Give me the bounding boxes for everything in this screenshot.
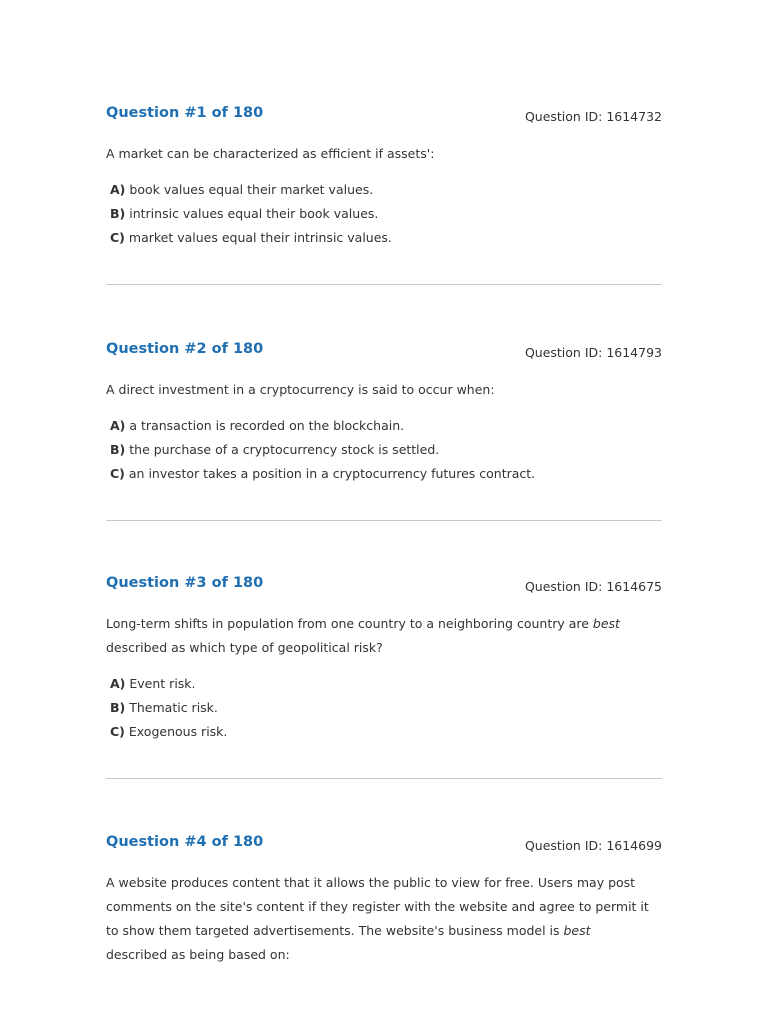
question-id-value: 1614793 xyxy=(606,345,662,360)
question-header xyxy=(106,103,662,127)
stem-text: A website produces content that it allows the public to view for free. Users may post xyxy=(106,875,636,890)
stem-line xyxy=(106,142,662,166)
question-header xyxy=(106,832,662,856)
option-text: market values equal their intrinsic values. xyxy=(128,230,392,245)
option-text: an investor takes a position in a cryptocurrency futures contract. xyxy=(128,466,536,481)
stem-text: to show them targeted advertisements. The website's business model is xyxy=(106,923,564,938)
question-stem xyxy=(106,378,662,402)
option-text: Exogenous risk. xyxy=(128,724,228,739)
question-id xyxy=(525,107,662,127)
answer-option-c[interactable] xyxy=(110,462,662,486)
stem-text: Long-term shifts in population from one country to a neighboring country are xyxy=(106,616,593,631)
question-id-label: Question ID: xyxy=(524,579,603,594)
question-title: Question #4 of 180 xyxy=(106,834,264,850)
question-stem xyxy=(106,871,662,967)
stem-line xyxy=(106,895,662,919)
answer-options xyxy=(106,672,662,744)
stem-emphasis: best xyxy=(592,616,620,631)
question-title: Question #3 of 180 xyxy=(106,575,264,591)
stem-text: comments on the site's content if they register with the website and agree to permit it xyxy=(106,899,649,914)
question-id xyxy=(525,836,662,856)
question-id-value: 1614732 xyxy=(606,109,662,124)
stem-line xyxy=(106,636,662,660)
stem-text: A direct investment in a cryptocurrency is said to occur when: xyxy=(106,382,495,397)
question-header xyxy=(106,339,662,363)
option-letter: A) xyxy=(110,182,126,197)
stem-line xyxy=(106,943,662,967)
question-divider xyxy=(106,778,662,779)
option-letter: C) xyxy=(110,230,125,245)
question-divider xyxy=(106,520,662,521)
question-id-label: Question ID: xyxy=(524,345,603,360)
question-stem xyxy=(106,142,662,166)
answer-options xyxy=(106,414,662,486)
question-block-3 xyxy=(106,573,662,744)
question-id xyxy=(525,343,662,363)
question-header xyxy=(106,573,662,597)
question-id-value: 1614699 xyxy=(606,838,662,853)
stem-emphasis: best xyxy=(563,923,591,938)
answer-option-a[interactable] xyxy=(110,414,662,438)
option-text: Event risk. xyxy=(129,676,196,691)
option-letter: B) xyxy=(110,442,126,457)
option-letter: B) xyxy=(110,206,126,221)
stem-text: described as being based on: xyxy=(106,947,290,962)
option-letter: A) xyxy=(110,418,126,433)
stem-text: described as which type of geopolitical risk? xyxy=(106,640,383,655)
question-id-label: Question ID: xyxy=(524,109,603,124)
question-id-label: Question ID: xyxy=(524,838,603,853)
answer-option-b[interactable] xyxy=(110,438,662,462)
stem-line xyxy=(106,612,662,636)
answer-option-a[interactable] xyxy=(110,672,662,696)
option-text: Thematic risk. xyxy=(129,700,218,715)
option-letter: A) xyxy=(110,676,126,691)
stem-line xyxy=(106,378,662,402)
option-letter: C) xyxy=(110,724,125,739)
option-text: the purchase of a cryptocurrency stock is settled. xyxy=(129,442,440,457)
question-block-4 xyxy=(106,832,662,967)
question-block-1 xyxy=(106,103,662,250)
option-letter: C) xyxy=(110,466,125,481)
stem-line xyxy=(106,871,662,895)
question-block-2 xyxy=(106,339,662,486)
answer-option-c[interactable] xyxy=(110,720,662,744)
option-text: book values equal their market values. xyxy=(129,182,374,197)
answer-option-a[interactable] xyxy=(110,178,662,202)
question-title: Question #2 of 180 xyxy=(106,341,264,357)
answer-option-c[interactable] xyxy=(110,226,662,250)
option-text: intrinsic values equal their book values. xyxy=(129,206,379,221)
stem-line xyxy=(106,919,662,943)
answer-options xyxy=(106,178,662,250)
answer-option-b[interactable] xyxy=(110,696,662,720)
question-divider xyxy=(106,284,662,285)
option-letter: B) xyxy=(110,700,126,715)
answer-option-b[interactable] xyxy=(110,202,662,226)
option-text: a transaction is recorded on the blockchain. xyxy=(129,418,405,433)
question-title: Question #1 of 180 xyxy=(106,105,264,121)
question-id-value: 1614675 xyxy=(606,579,662,594)
question-id xyxy=(525,577,662,597)
stem-text: A market can be characterized as efficient if assets': xyxy=(106,146,435,161)
question-stem xyxy=(106,612,662,660)
